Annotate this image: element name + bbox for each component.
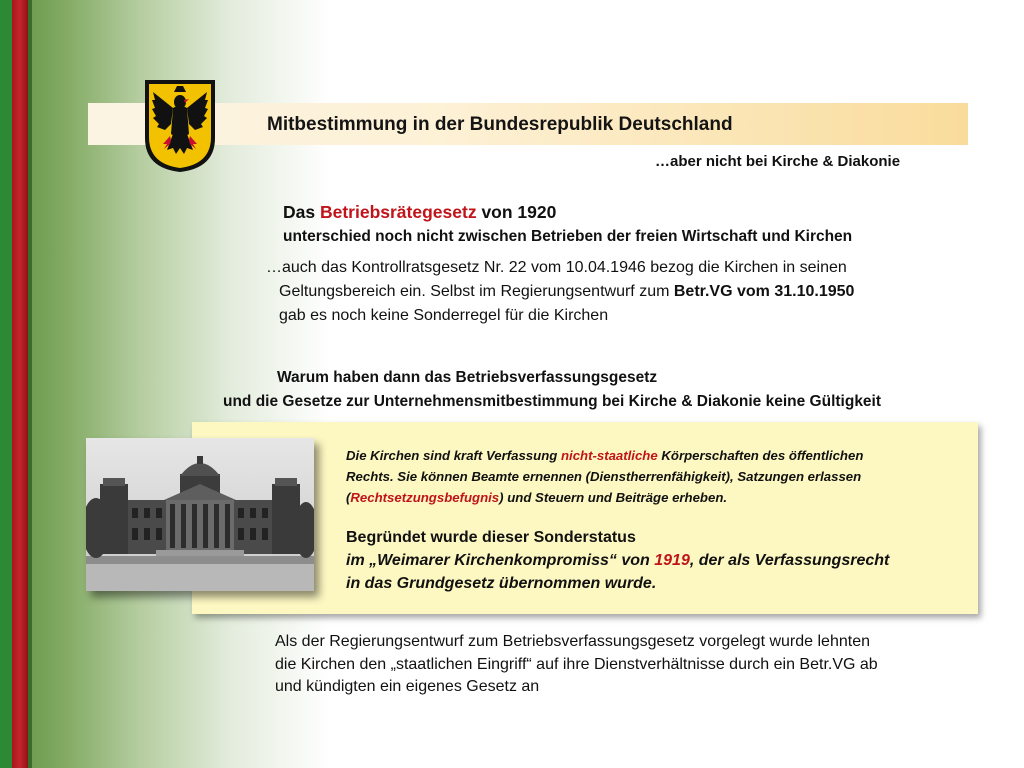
box-line	[346, 549, 966, 572]
box-line: Rechts. Sie können Beamte ernennen (Dienstherrenfähigkeit), Satzungen erlassen	[346, 469, 862, 484]
question-line-1: Warum haben dann das Betriebsverfassungsgesetz	[277, 369, 658, 386]
section-subheading: unterschied noch nicht zwischen Betrieben der freien Wirtschaft und Kirchen	[283, 228, 853, 245]
heading-text-end: von 1920	[476, 202, 557, 222]
section-heading	[283, 202, 556, 223]
paragraph-line: die Kirchen den „staatlichen Eingriff“ auf ihre Dienstverhältnisse durch ein Betr.VG ab	[275, 655, 878, 673]
box-text: Körperschaften des öffentlichen	[657, 448, 864, 463]
coat-of-arms-icon	[143, 78, 217, 174]
churches-status-text	[346, 445, 956, 508]
paragraph-line: …auch das Kontrollratsgesetz Nr. 22 vom 10.04.1946 bezog die Kirchen in seinen	[266, 259, 847, 276]
reichstag-photo	[86, 438, 314, 591]
paragraph-line: gab es noch keine Sonderregel für die Kirchen	[279, 307, 609, 324]
paragraph-line: und kündigten ein eigenes Gesetz an	[275, 678, 540, 695]
heading-highlight: Betriebsrätegesetz	[319, 202, 477, 222]
paragraph-text: Geltungsbereich ein. Selbst im Regierungsentwurf zum	[279, 283, 674, 300]
paragraph-bold: Betr.VG vom 31.10.1950	[673, 283, 855, 300]
box-line: Begründet wurde dieser Sonderstatus	[346, 529, 636, 546]
box-text: , der als Verfassungsrecht	[689, 552, 890, 569]
closing-paragraph	[275, 631, 975, 699]
page-title: Mitbestimmung in der Bundesrepublik Deutschland	[267, 114, 733, 135]
box-highlight: Rechtsetzungsbefugnis	[350, 490, 500, 505]
page-subtitle: …aber nicht bei Kirche & Diakonie	[655, 153, 901, 170]
box-highlight: nicht-staatliche	[560, 448, 658, 463]
question-line-2: und die Gesetze zur Unternehmensmitbestimmung bei Kirche & Diakonie keine Gültigkeit	[223, 393, 882, 410]
box-line: in das Grundgesetz übernommen wurde.	[346, 575, 657, 592]
special-status-text	[346, 526, 966, 595]
flag-stripe-red	[12, 0, 28, 768]
history-paragraph	[266, 256, 966, 328]
box-text: Die Kirchen sind kraft Verfassung	[346, 448, 561, 463]
flag-stripe-edge	[28, 0, 32, 768]
heading-text: Das	[283, 202, 320, 222]
box-line	[346, 445, 956, 466]
box-text: ) und Steuern und Beiträge erheben.	[499, 490, 728, 505]
paragraph-line	[266, 280, 966, 304]
box-text: (	[346, 490, 351, 505]
box-text: im „Weimarer Kirchenkompromiss“ von	[346, 552, 655, 569]
flag-stripe-green	[0, 0, 12, 768]
box-highlight: 1919	[654, 552, 690, 569]
box-line	[346, 487, 956, 508]
paragraph-line: Als der Regierungsentwurf zum Betriebsverfassungsgesetz vorgelegt wurde lehnten	[275, 633, 870, 650]
